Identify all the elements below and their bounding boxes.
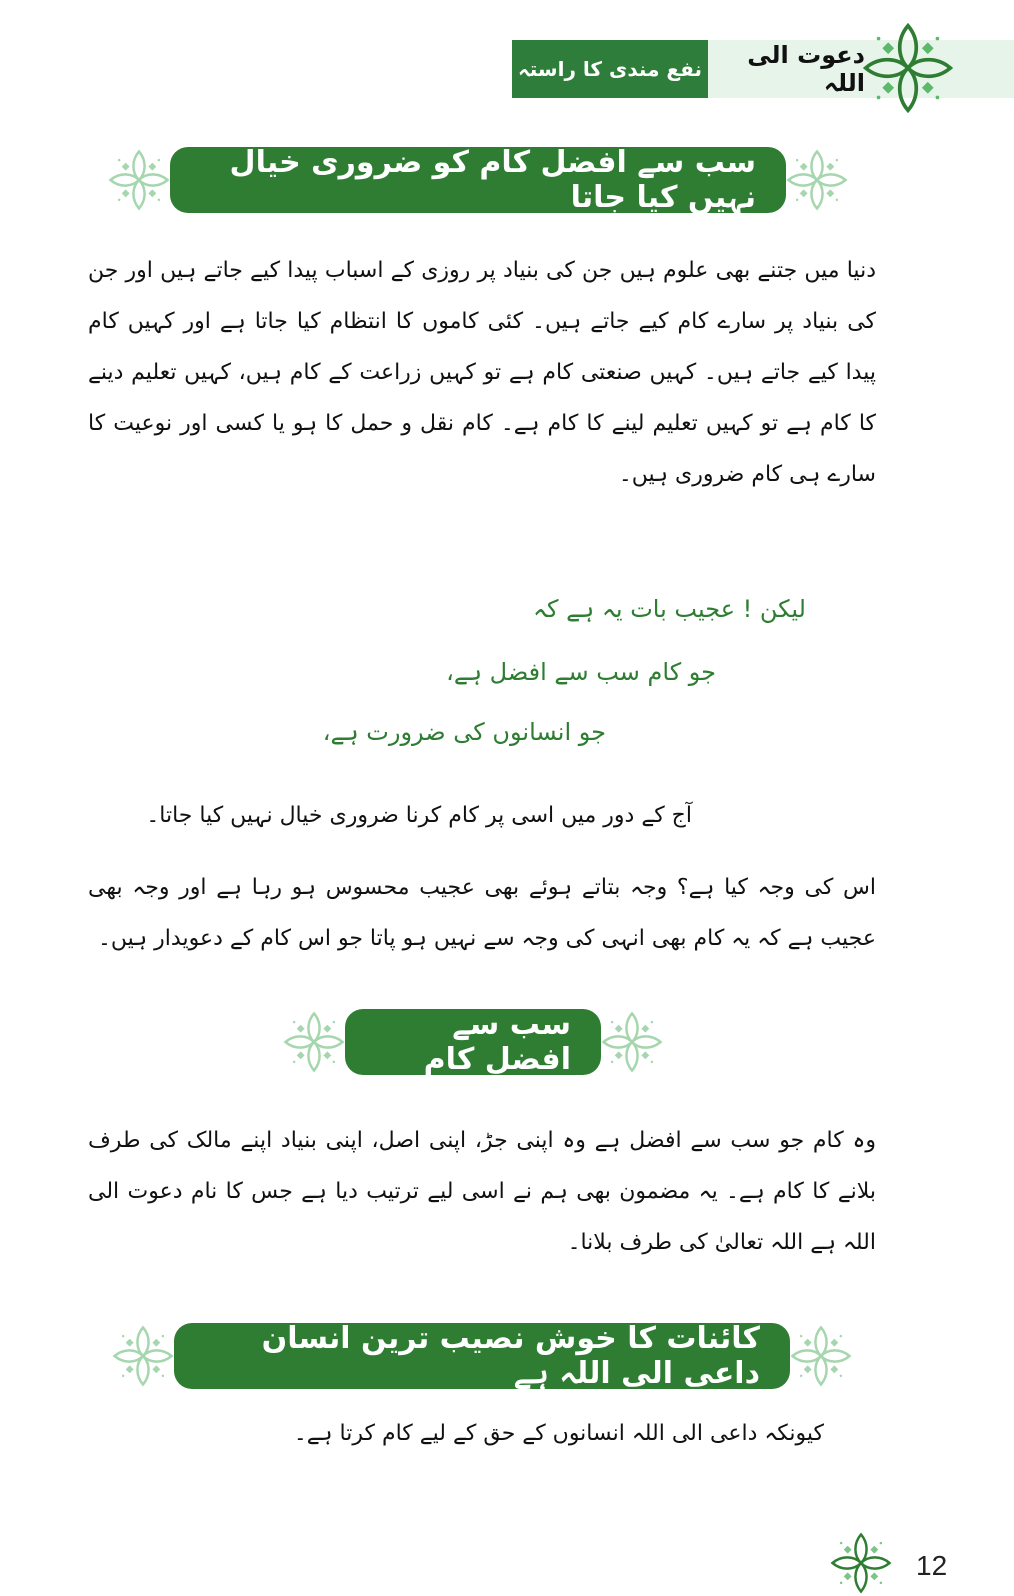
body-paragraph: اس کی وجہ کیا ہے؟ وجہ بتاتے ہوئے بھی عجیب محسوس ہو رہا ہے اور وجہ بھی عجیب ہے کہ یہ کام بھی انہی کی وجہ سے نہیں ہو پاتا جو اس کام کے دعویدار ہیں۔ xyxy=(88,875,876,951)
conclusion-line: آج کے دور میں اسی پر کام کرنا ضروری خیال نہیں کیا جاتا۔ xyxy=(146,803,692,828)
highlight-line: جو انسانوں کی ضرورت ہے، xyxy=(322,718,606,746)
highlight-line: جو کام سب سے افضل ہے، xyxy=(446,658,716,686)
page-number: 12 xyxy=(916,1550,948,1581)
quatrefoil-icon xyxy=(830,1530,892,1596)
section-heading: کائنات کا خوش نصیب ترین انسان داعی الی اللہ ہے xyxy=(174,1323,790,1389)
section-heading: سب سے افضل کام xyxy=(345,1009,601,1075)
body-paragraph: دنیا میں جتنے بھی علوم ہیں جن کی بنیاد پر روزی کے اسباب پیدا کیے جاتے ہیں اور جن کی بنیاد پر سارے کام کیے جاتے ہیں۔ کئی کاموں کا انتظام کیا جاتا ہے اور کہیں کام پیدا کیے جاتے ہیں۔ کہیں صنعتی کام ہے تو کہیں زراعت کے کام ہیں، کہیں تعلیم دینے کا کام ہے تو کہیں تعلیم لینے کا کام ہے۔ کام نقل و حمل کا ہو یا کسی اور نوعیت کا سارے ہی کام ضروری ہیں۔ xyxy=(88,258,876,487)
quatrefoil-icon xyxy=(862,22,954,114)
section-heading: سب سے افضل کام کو ضروری خیال نہیں کیا جاتا xyxy=(170,147,786,213)
section-heading-banner-3 xyxy=(112,1316,852,1396)
body-paragraph: کیونکہ داعی الی اللہ انسانوں کے حق کے لیے کام کرتا ہے۔ xyxy=(293,1421,824,1446)
header-subtitle: نفع مندی کا راستہ xyxy=(512,40,708,98)
quatrefoil-icon xyxy=(283,1006,345,1078)
highlight-line: لیکن ! عجیب بات یہ ہے کہ xyxy=(532,595,806,623)
section-heading-banner-2 xyxy=(283,1002,663,1082)
quatrefoil-icon xyxy=(108,144,170,216)
section-heading-banner-1 xyxy=(108,140,848,220)
quatrefoil-icon xyxy=(786,144,848,216)
quatrefoil-icon xyxy=(601,1006,663,1078)
quatrefoil-icon xyxy=(790,1320,852,1392)
header-book-title: دعوت الی اللہ xyxy=(747,41,865,97)
body-paragraph: وہ کام جو سب سے افضل ہے وہ اپنی جڑ، اپنی اصل، اپنی بنیاد اپنے مالک کی طرف بلانے کا کام ہے۔ یہ مضمون بھی ہم نے اسی لیے ترتیب دیا ہے جس کا نام دعوت الی اللہ ہے اللہ تعالیٰ کی طرف بلانا۔ xyxy=(88,1128,876,1255)
quatrefoil-icon xyxy=(112,1320,174,1392)
